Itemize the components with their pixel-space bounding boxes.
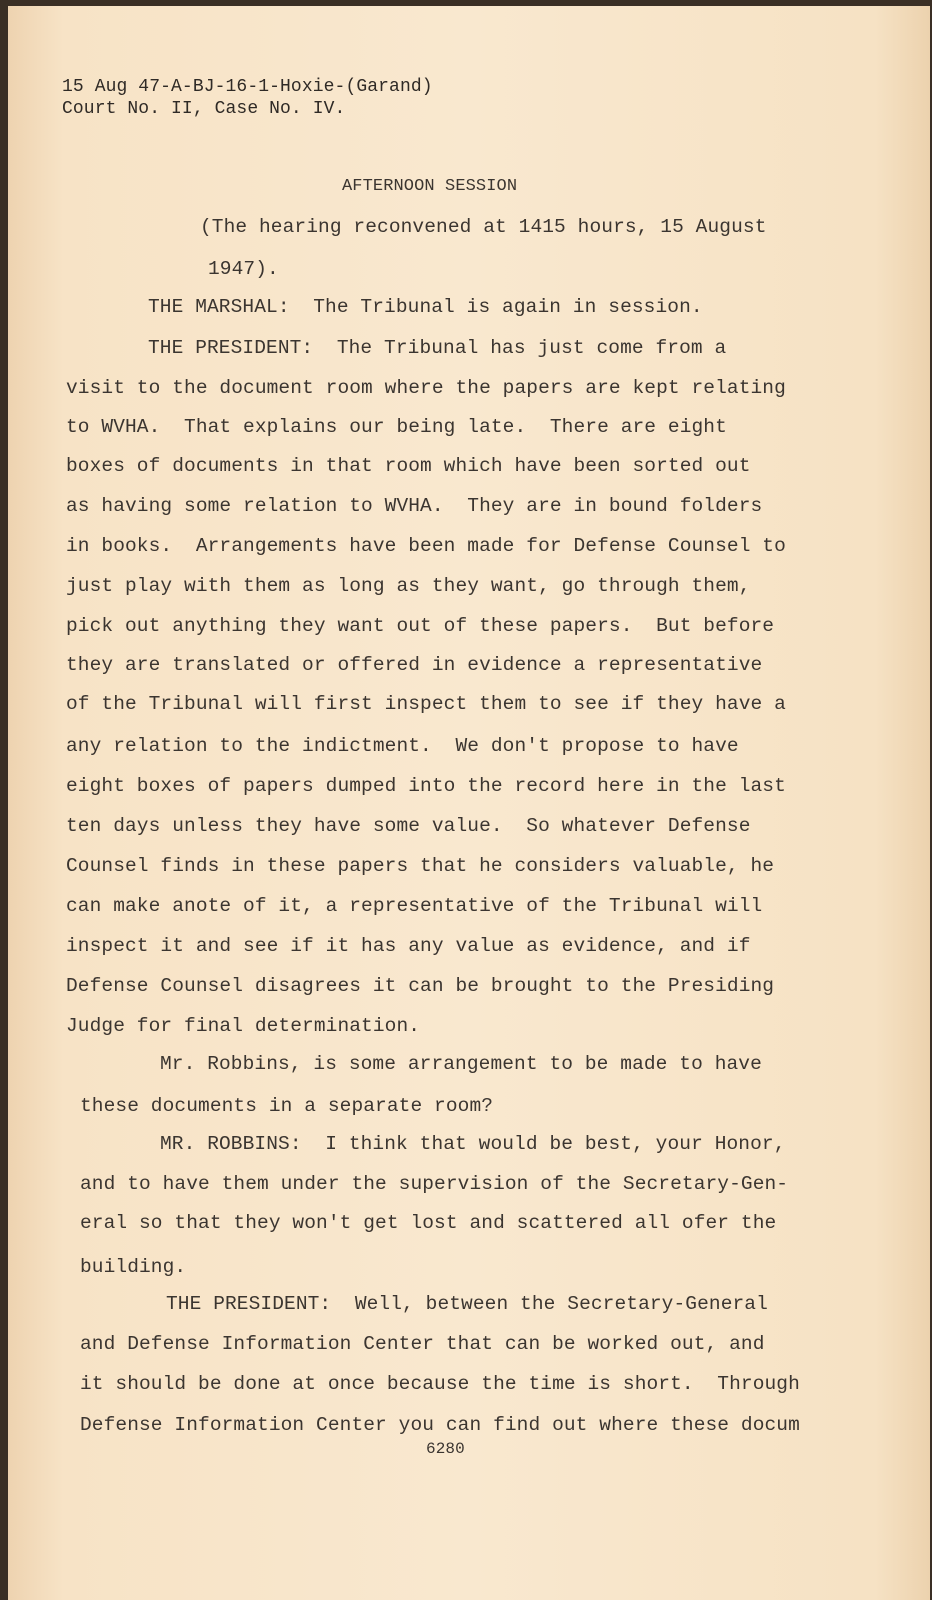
transcript-line: just play with them as long as they want, go through them, <box>66 575 751 597</box>
transcript-line: THE MARSHAL: The Tribunal is again in session. <box>148 296 703 318</box>
transcript-line: building. <box>80 1256 187 1278</box>
transcript-line: they are translated or offered in evidence a representative <box>66 654 763 676</box>
transcript-line: Counsel finds in these papers that he considers valuable, he <box>66 855 775 877</box>
transcript-line: eral so that they won't get lost and scattered all ofer the <box>80 1212 777 1234</box>
transcript-line: as having some relation to WVHA. They are in bound folders <box>66 495 763 517</box>
transcript-line: to WVHA. That explains our being late. There are eight <box>66 416 727 438</box>
court-case-line: Court No. II, Case No. IV. <box>62 99 346 119</box>
document-page <box>8 6 930 1600</box>
transcript-line: in books. Arrangements have been made for Defense Counsel to <box>66 535 786 557</box>
transcript-line: and Defense Information Center that can be worked out, and <box>80 1333 765 1355</box>
transcript-line: ten days unless they have some value. So whatever Defense <box>66 815 751 837</box>
transcript-line: any relation to the indictment. We don't propose to have <box>66 735 739 757</box>
transcript-line: Mr. Robbins, is some arrangement to be made to have <box>160 1053 762 1075</box>
transcript-line: can make anote of it, a representative of the Tribunal will <box>66 895 763 917</box>
session-title: AFTERNOON SESSION <box>342 177 518 196</box>
transcript-line: boxes of documents in that room which have been sorted out <box>66 455 751 477</box>
transcript-line: pick out anything they want out of these papers. But before <box>66 615 775 637</box>
transcript-line: visit to the document room where the papers are kept relating <box>66 377 786 399</box>
transcript-line: it should be done at once because the time is short. Through <box>80 1373 800 1395</box>
page-number: 6280 <box>426 1440 465 1458</box>
transcript-line: eight boxes of papers dumped into the record here in the last <box>66 775 786 797</box>
transcript-line: THE PRESIDENT: The Tribunal has just come from a <box>148 337 727 359</box>
transcript-line: THE PRESIDENT: Well, between the Secretary-General <box>166 1293 768 1315</box>
hearing-note-line: (The hearing reconvened at 1415 hours, 15 August <box>200 216 767 238</box>
transcript-line: Judge for final determination. <box>66 1015 421 1037</box>
document-reference: 15 Aug 47-A-BJ-16-1-Hoxie-(Garand) <box>62 77 433 97</box>
transcript-line: Defense Counsel disagrees it can be brought to the Presiding <box>66 975 775 997</box>
transcript-line: MR. ROBBINS: I think that would be best, your Honor, <box>160 1133 786 1155</box>
transcript-line: of the Tribunal will first inspect them to see if they have a <box>66 693 786 715</box>
transcript-line: inspect it and see if it has any value as evidence, and if <box>66 935 751 957</box>
transcript-line: these documents in a separate room? <box>80 1095 494 1117</box>
transcript-line: and to have them under the supervision of the Secretary-Gen- <box>80 1173 789 1195</box>
hearing-note-line: 1947). <box>208 258 279 280</box>
transcript-line: Defense Information Center you can find out where these docum <box>80 1414 800 1436</box>
